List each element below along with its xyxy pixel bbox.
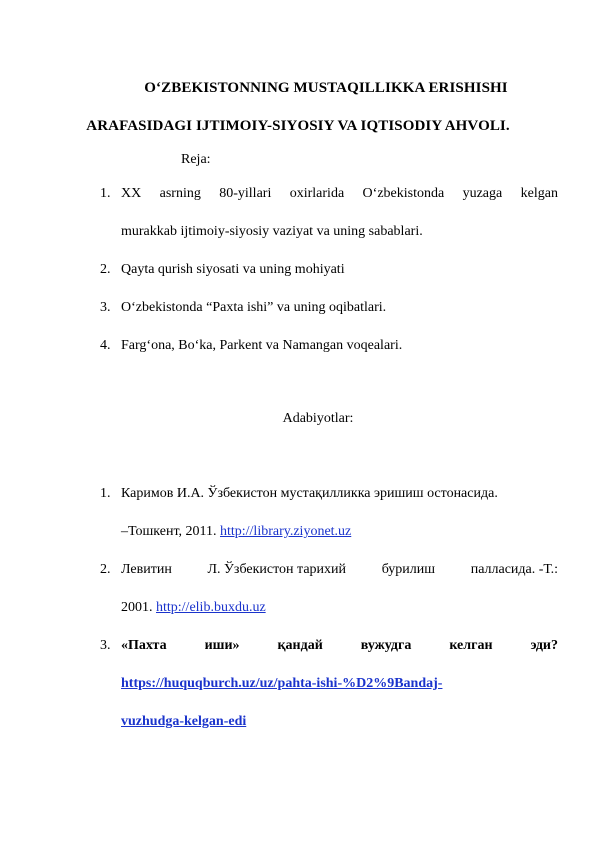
plan-heading: Reja: (181, 152, 211, 167)
reference-link[interactable]: https://huquqburch.uz/uz/pahta-ishi-%D2%9Bandaj- (121, 676, 443, 691)
reference-2-line-1 (121, 562, 558, 578)
word: yuzaga (462, 186, 503, 201)
word: келган (449, 638, 493, 653)
plan-item-number: 3. (100, 300, 111, 315)
plan-item-text: Qayta qurish siyosati va uning mohiyati (121, 262, 345, 277)
reference-citation: 2001. (121, 600, 156, 615)
references-heading: Adabiyotlar: (282, 411, 354, 426)
document-title-line-2: ARAFASIDAGI IJTIMOIY-SIYOSIY VA IQTISODIY AHVOLI. (86, 118, 510, 134)
word: 80-yillari (219, 186, 272, 201)
reference-link-continuation[interactable]: vuzhudga-kelgan-edi (121, 714, 247, 729)
reference-1-line-1: Каримов И.А. Ўзбекистон мустақилликка эришиш остонасида. (121, 486, 498, 501)
reference-link[interactable]: http://library.ziyonet.uz (219, 524, 352, 539)
reference-2-line-2 (121, 600, 558, 616)
word: oxirlarida (289, 186, 345, 201)
word: XX (121, 186, 142, 201)
reference-citation: –Тошкент, 2011. (121, 524, 220, 539)
plan-item-number: 1. (100, 186, 111, 201)
word: Л. Ўзбекистон тарихий (207, 562, 347, 577)
reference-3-line-1 (121, 638, 558, 654)
word: эди? (530, 638, 558, 653)
word: қандай (277, 638, 323, 653)
word: «Пахта (121, 638, 167, 653)
plan-item-1-line-2: murakkab ijtimoiy-siyosiy vaziyat va uning sabablari. (121, 224, 423, 239)
plan-item-text: O‘zbekistonda “Paxta ishi” va uning oqibatlari. (121, 300, 387, 315)
reference-number: 1. (100, 486, 111, 501)
word: asrning (159, 186, 201, 201)
document-title-line-1: O‘ZBEKISTONNING MUSTAQILLIKKA ERISHISHI (144, 80, 508, 96)
reference-number: 2. (100, 562, 111, 577)
reference-1-line-2 (121, 524, 558, 540)
reference-number: 3. (100, 638, 111, 653)
plan-item-number: 2. (100, 262, 111, 277)
word: вужудга (360, 638, 412, 653)
word: O‘zbekistonda (362, 186, 445, 201)
word: иши» (204, 638, 240, 653)
word: Левитин (121, 562, 172, 577)
reference-3-link-line-2 (121, 714, 558, 730)
reference-link[interactable]: http://elib.buxdu.uz (156, 600, 266, 615)
plan-item-number: 4. (100, 338, 111, 353)
reference-3-link-line-1 (121, 676, 558, 692)
word: kelgan (520, 186, 558, 201)
word: бурилиш (381, 562, 436, 577)
plan-item-text: Farg‘ona, Bo‘ka, Parkent va Namangan voqealari. (121, 338, 403, 353)
plan-item-1-line-1 (121, 186, 558, 202)
word: палласида. -Т.: (470, 562, 558, 577)
